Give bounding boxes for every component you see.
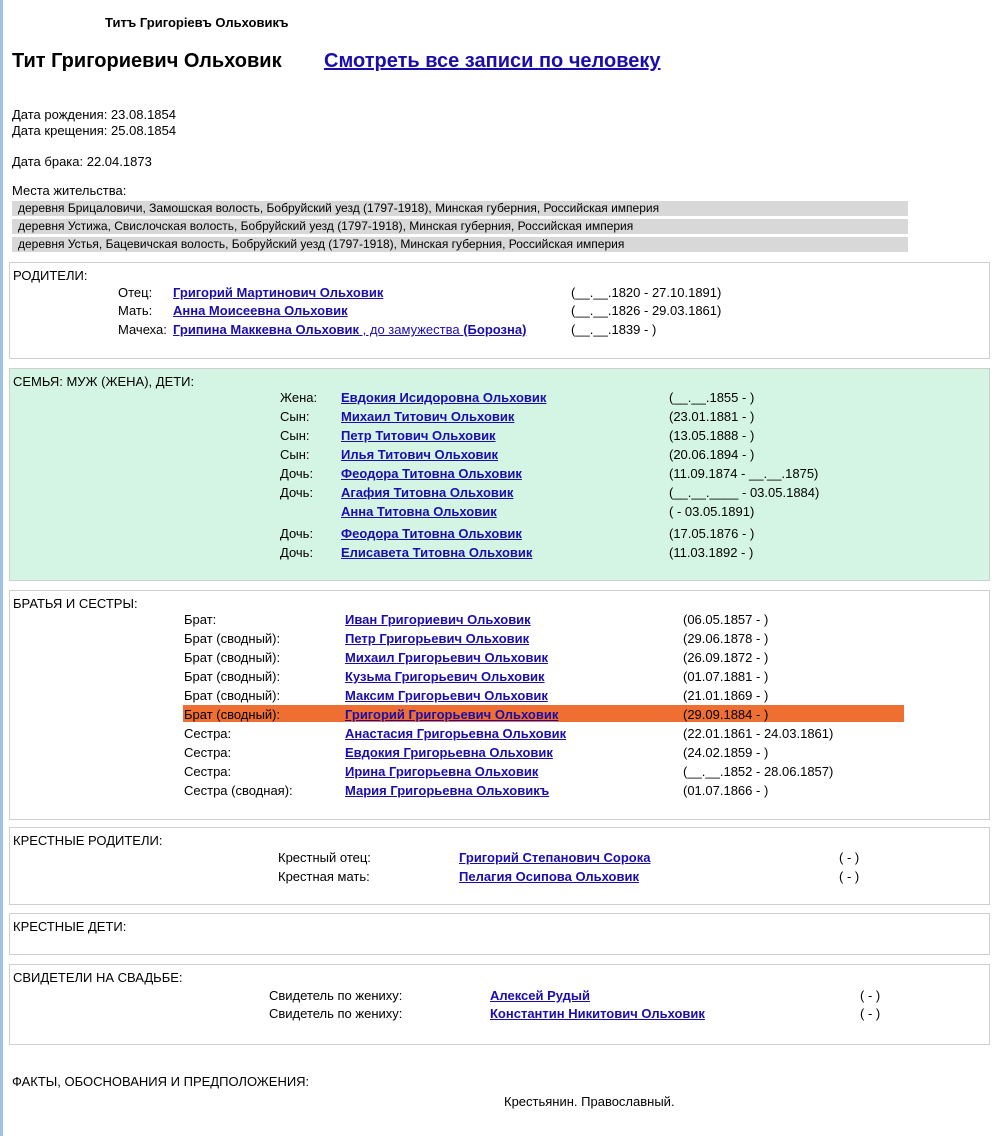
baptism-date: Дата крещения: 25.08.1854	[12, 123, 177, 138]
witness-role: Свидетель по жениху:	[269, 988, 403, 1003]
person-name-link[interactable]: Петр Григорьевич Ольховик	[345, 631, 530, 646]
parent-dates: (__.__.1820 - 27.10.1891)	[571, 285, 722, 300]
siblings-section	[9, 590, 990, 820]
marriage-date: Дата брака: 22.04.1873	[12, 154, 152, 169]
life-dates: (24.02.1859 - )	[683, 745, 769, 760]
godparent-name-link[interactable]: Григорий Степанович Сорока	[459, 850, 651, 865]
witness-role: Свидетель по жениху:	[269, 1006, 403, 1021]
parent-name-link[interactable]: Анна Моисеевна Ольховик	[173, 303, 348, 318]
life-dates: (26.09.1872 - )	[683, 650, 769, 665]
parent-role: Мать:	[118, 303, 153, 318]
sibling-row-highlighted	[10, 706, 989, 724]
life-dates: (__.__.1852 - 28.06.1857)	[683, 764, 834, 779]
family-row	[10, 544, 989, 562]
life-dates: (22.01.1861 - 24.03.1861)	[683, 726, 834, 741]
parent-role: Отец:	[118, 285, 153, 300]
witnesses-section-title: СВИДЕТЕЛИ НА СВАДЬБЕ:	[13, 970, 183, 985]
godchildren-section-title: КРЕСТНЫЕ ДЕТИ:	[13, 919, 127, 934]
maiden-name-note[interactable]: , до замужества	[359, 322, 464, 337]
person-name-link[interactable]: Феодора Титовна Ольховик	[341, 466, 522, 481]
witness-dates: ( - )	[860, 1006, 881, 1021]
family-row	[10, 427, 989, 445]
facts-text: Крестьянин. Православный.	[504, 1094, 675, 1109]
family-row	[10, 525, 989, 543]
parent-row	[10, 302, 989, 320]
family-row	[10, 465, 989, 483]
person-name-link[interactable]: Елисавета Титовна Ольховик	[341, 545, 533, 560]
person-name-link[interactable]: Иван Григориевич Ольховик	[345, 612, 531, 627]
birth-date: Дата рождения: 23.08.1854	[12, 107, 176, 122]
sibling-row	[10, 611, 989, 629]
relation-role: Дочь:	[280, 466, 314, 481]
person-name-link[interactable]: Агафия Титовна Ольховик	[341, 485, 514, 500]
witness-name-link[interactable]: Алексей Рудый	[490, 988, 591, 1003]
person-name-link[interactable]: Михаил Григорьевич Ольховик	[345, 650, 548, 665]
sibling-row	[10, 668, 989, 686]
stepmother-name-group[interactable]	[173, 321, 526, 339]
person-name-link[interactable]: Евдокия Исидоровна Ольховик	[341, 390, 547, 405]
life-dates: (29.09.1884 - )	[683, 707, 769, 722]
person-name-link[interactable]: Максим Григорьевич Ольховик	[345, 688, 548, 703]
life-dates: (13.05.1888 - )	[669, 428, 755, 443]
godparent-row	[10, 868, 989, 886]
relation-role: Брат:	[184, 612, 217, 627]
godchildren-section	[9, 913, 990, 955]
relation-role: Сын:	[280, 428, 310, 443]
life-dates: (11.03.1892 - )	[669, 545, 754, 560]
relation-role: Дочь:	[280, 526, 314, 541]
relation-role: Брат (сводный):	[184, 669, 281, 684]
maiden-name[interactable]: (Борозна)	[463, 322, 527, 337]
parent-name-link[interactable]: Грипина Маккевна Ольховик	[173, 322, 360, 337]
page-title: Тит Григориевич Ольховик	[12, 50, 282, 72]
relation-role: Брат (сводный):	[184, 707, 281, 722]
witness-dates: ( - )	[860, 988, 881, 1003]
relation-role: Сестра:	[184, 764, 232, 779]
sibling-row	[10, 763, 989, 781]
relation-role: Жена:	[280, 390, 318, 405]
sibling-row	[10, 782, 989, 800]
person-name-link[interactable]: Мария Григорьевна Ольховикъ	[345, 783, 550, 798]
parent-row	[10, 321, 989, 339]
residences-label: Места жительства:	[12, 183, 127, 198]
person-name-link[interactable]: Анастасия Григорьевна Ольховик	[345, 726, 567, 741]
person-name-link[interactable]: Григорий Григорьевич Ольховик	[345, 707, 559, 722]
person-name-link[interactable]: Илья Титович Ольховик	[341, 447, 499, 462]
life-dates: (06.05.1857 - )	[683, 612, 769, 627]
witness-row	[10, 987, 989, 1005]
sibling-row	[10, 649, 989, 667]
life-dates: (01.07.1866 - )	[683, 783, 769, 798]
relation-role: Сын:	[280, 409, 310, 424]
person-name-link[interactable]: Михаил Титович Ольховик	[341, 409, 515, 424]
person-name-link[interactable]: Анна Титовна Ольховик	[341, 504, 497, 519]
family-section	[9, 368, 990, 581]
godparents-section-title: КРЕСТНЫЕ РОДИТЕЛИ:	[13, 833, 163, 848]
relation-role: Дочь:	[280, 485, 314, 500]
relation-role: Сестра (сводная):	[184, 783, 293, 798]
witness-name-link[interactable]: Константин Никитович Ольховик	[490, 1006, 705, 1021]
family-row	[10, 503, 989, 521]
life-dates: (17.05.1876 - )	[669, 526, 755, 541]
person-name-link[interactable]: Петр Титович Ольховик	[341, 428, 496, 443]
parent-dates: (__.__.1839 - )	[571, 322, 657, 337]
parent-dates: (__.__.1826 - 29.03.1861)	[571, 303, 722, 318]
witness-row	[10, 1005, 989, 1023]
relation-role: Сын:	[280, 447, 310, 462]
left-edge-bar	[0, 0, 3, 1136]
godparents-section	[9, 827, 990, 905]
godparent-row	[10, 849, 989, 867]
life-dates: (11.09.1874 - __.__.1875)	[669, 466, 819, 481]
family-section-title: СЕМЬЯ: МУЖ (ЖЕНА), ДЕТИ:	[13, 374, 195, 389]
person-name-link[interactable]: Евдокия Григорьевна Ольховик	[345, 745, 553, 760]
relation-role: Сестра:	[184, 726, 232, 741]
life-dates: (01.07.1881 - )	[683, 669, 769, 684]
parent-role: Мачеха:	[118, 322, 167, 337]
relation-role: Брат (сводный):	[184, 650, 281, 665]
siblings-section-title: БРАТЬЯ И СЕСТРЫ:	[13, 596, 138, 611]
relation-role: Дочь:	[280, 545, 314, 560]
life-dates: (21.01.1869 - )	[683, 688, 769, 703]
residence-item: деревня Устижа, Свислочская волость, Бобруйский уезд (1797-1918), Минская губерния, Российская империя	[12, 219, 908, 234]
person-name-link[interactable]: Ирина Григорьевна Ольховик	[345, 764, 539, 779]
life-dates: (20.06.1894 - )	[669, 447, 755, 462]
parent-name-link[interactable]: Григорий Мартинович Ольховик	[173, 285, 384, 300]
relation-role: Брат (сводный):	[184, 688, 281, 703]
life-dates: ( - 03.05.1891)	[669, 504, 755, 519]
life-dates: (__.__.____ - 03.05.1884)	[669, 485, 820, 500]
sibling-row	[10, 725, 989, 743]
family-row	[10, 408, 989, 426]
parents-section	[9, 262, 990, 359]
life-dates: (23.01.1881 - )	[669, 409, 755, 424]
relation-role: Сестра:	[184, 745, 232, 760]
life-dates: (__.__.1855 - )	[669, 390, 755, 405]
residence-item: деревня Устья, Бацевичская волость, Бобруйский уезд (1797-1918), Минская губерния, Российская империя	[12, 237, 908, 252]
sibling-row	[10, 630, 989, 648]
godparent-dates: ( - )	[839, 850, 860, 865]
godparent-role: Крестная мать:	[278, 869, 370, 884]
godparent-dates: ( - )	[839, 869, 860, 884]
sibling-row	[10, 744, 989, 762]
family-row	[10, 484, 989, 502]
all-records-link[interactable]: Смотреть все записи по человеку	[324, 50, 661, 72]
life-dates: (29.06.1878 - )	[683, 631, 769, 646]
family-row	[10, 389, 989, 407]
godparent-role: Крестный отец:	[278, 850, 371, 865]
parent-row	[10, 284, 989, 302]
relation-role: Брат (сводный):	[184, 631, 281, 646]
header-old-spelling: Титъ Григорiевъ Ольховикъ	[105, 15, 289, 30]
sibling-row	[10, 687, 989, 705]
person-name-link[interactable]: Феодора Титовна Ольховик	[341, 526, 522, 541]
witnesses-section	[9, 964, 990, 1045]
facts-section-title: ФАКТЫ, ОБОСНОВАНИЯ И ПРЕДПОЛОЖЕНИЯ:	[12, 1074, 310, 1089]
person-name-link[interactable]: Кузьма Григорьевич Ольховик	[345, 669, 545, 684]
residence-item: деревня Брицаловичи, Замошская волость, Бобруйский уезд (1797-1918), Минская губерния, Российская империя	[12, 201, 908, 216]
godparent-name-link[interactable]: Пелагия Осипова Ольховик	[459, 869, 639, 884]
family-row	[10, 446, 989, 464]
parents-section-title: РОДИТЕЛИ:	[13, 268, 88, 283]
